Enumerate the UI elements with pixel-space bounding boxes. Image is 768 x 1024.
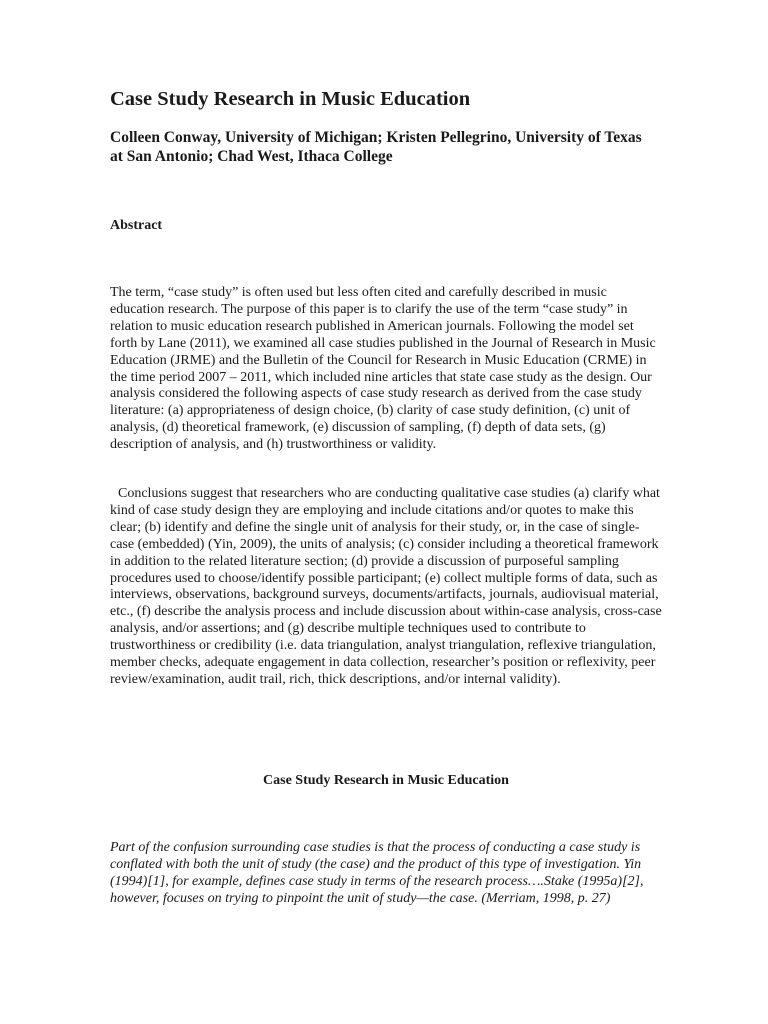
abstract-paragraph: The term, “case study” is often used but less often cited and carefully described in music education research. The purpose of this paper is to clarify the use of the term “case study” in relation to music education research published in American journals. Following the model set forth by Lane (2011), we examined all case studies published in the Journal of Research in Music Education (JRME) and the Bulletin of the Council for Research in Music Education (CRME) in the time period 2007 – 2011, which included nine articles that state case study as the design. Our analysis considered the following aspects of case study research as derived from the case study literature: (a) appropriateness of design choice, (b) clarity of case study definition, (c) unit of analysis, (d) theoretical framework, (e) discussion of sampling, (f) depth of data sets, (g) description of analysis, and (h) trustworthiness or validity. — [110, 285, 656, 453]
section-heading: Case Study Research in Music Education — [263, 773, 509, 788]
paper-authors: Colleen Conway, University of Michigan; Kristen Pellegrino, University of Texas at San Antonio; Chad West, Ithaca College — [110, 129, 642, 165]
block-quote: Part of the confusion surrounding case studies is that the process of conducting a case study is conflated with both the unit of study (the case) and the product of this type of investigation. Yin (1994)[1], for example, defines case study in terms of the research process….Stake (1995a)[2], however, focuses on trying to pinpoint the unit of study—the case. (Merriam, 1998, p. 27) — [110, 840, 644, 906]
paper-title: Case Study Research in Music Education — [110, 88, 471, 110]
abstract-heading: Abstract — [110, 218, 163, 233]
abstract-paragraph: Conclusions suggest that researchers who are conducting qualitative case studies (a) clarify what kind of case study design they are employing and include citations and/or quotes to make this clear; (b) identify and define the single unit of analysis for their study, or, in the case of single-case (embedded) (Yin, 2009), the units of analysis; (c) consider including a theoretical framework in addition to the related literature section; (d) provide a discussion of purposeful sampling procedures used to choose/identify possible participant; (e) collect multiple forms of data, such as interviews, observations, background surveys, documents/artifacts, journals, audiovisual material, etc., (f) describe the analysis process and include discussion about within-case analysis, cross-case analysis, and/or assertions; and (g) describe multiple techniques used to contribute to trustworthiness or credibility (i.e. data triangulation, analyst triangulation, reflexive triangulation, member checks, adequate engagement in data collection, researcher’s position or reflexivity, peer review/examination, audit trail, rich, thick descriptions, and/or internal validity). — [110, 486, 662, 687]
